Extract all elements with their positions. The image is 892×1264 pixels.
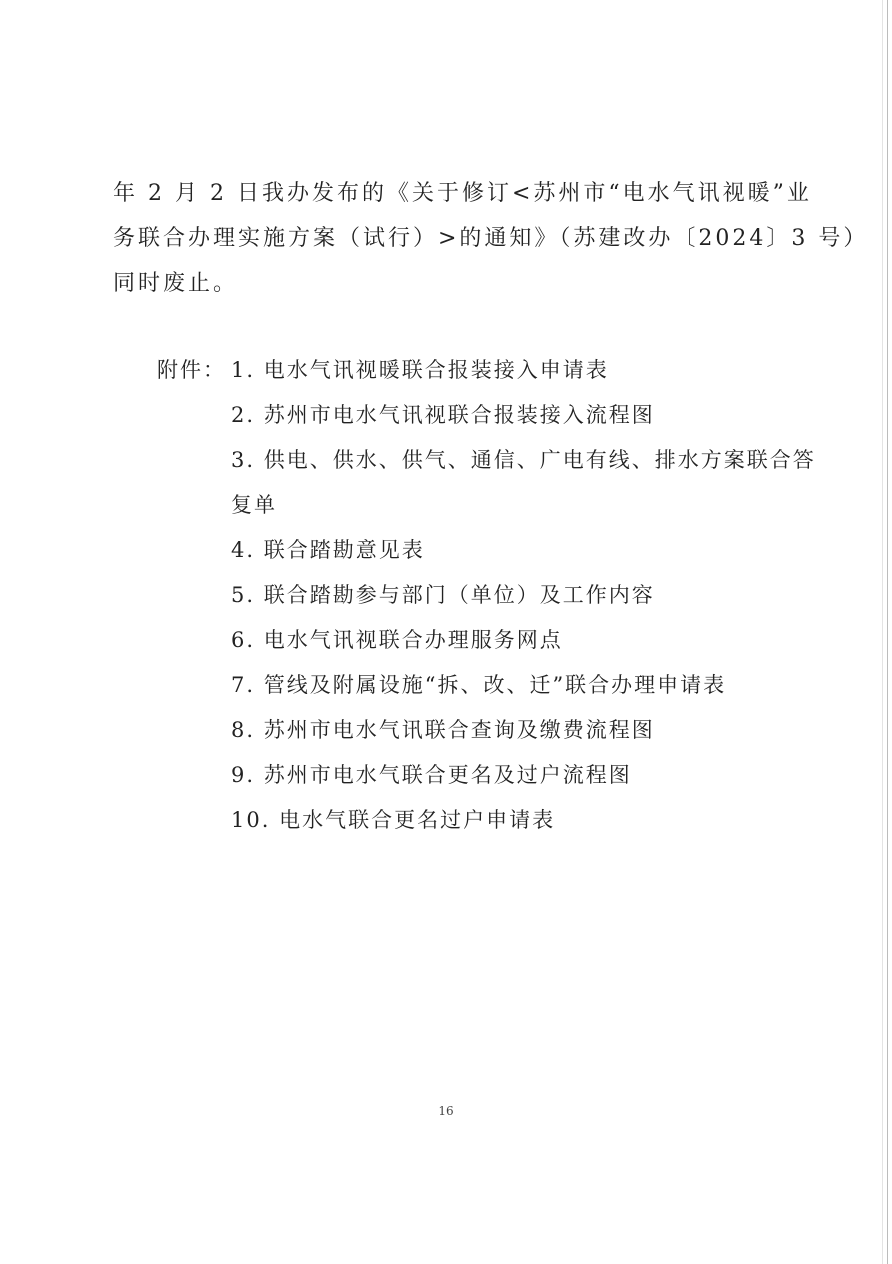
paragraph-line: 年 2 月 2 日我办发布的《关于修订<苏州市“电水气讯视暖”业 bbox=[113, 181, 812, 206]
attachment-item: 1. 电水气讯视暖联合报装接入申请表 bbox=[231, 358, 609, 382]
attachment-item: 2. 苏州市电水气讯视联合报装接入流程图 bbox=[231, 403, 655, 427]
attachment-item: 8. 苏州市电水气讯联合查询及缴费流程图 bbox=[231, 718, 655, 742]
attachment-item: 3. 供电、供水、供气、通信、广电有线、排水方案联合答 bbox=[231, 448, 816, 472]
page-edge-shadow bbox=[882, 0, 883, 1264]
attachment-item: 10. 电水气联合更名过户申请表 bbox=[231, 808, 556, 832]
attachment-item: 4. 联合踏勘意见表 bbox=[231, 538, 425, 562]
paragraph-line: 务联合办理实施方案（试行）>的通知》（苏建改办〔2024〕3 号） bbox=[113, 226, 869, 251]
attachments-label: 附件： bbox=[157, 358, 226, 382]
body-paragraph bbox=[113, 171, 869, 306]
page-number: 16 bbox=[438, 1104, 454, 1118]
attachment-item: 7. 管线及附属设施“拆、改、迁”联合办理申请表 bbox=[231, 673, 727, 697]
attachment-item: 9. 苏州市电水气联合更名及过户流程图 bbox=[231, 763, 632, 787]
attachment-item: 6. 电水气讯视联合办理服务网点 bbox=[231, 628, 563, 652]
attachment-item-continuation: 复单 bbox=[231, 493, 277, 517]
attachments-list bbox=[231, 348, 816, 843]
attachment-item: 5. 联合踏勘参与部门（单位）及工作内容 bbox=[231, 583, 655, 607]
paragraph-line: 同时废止。 bbox=[113, 271, 239, 296]
page-edge bbox=[887, 0, 888, 1264]
